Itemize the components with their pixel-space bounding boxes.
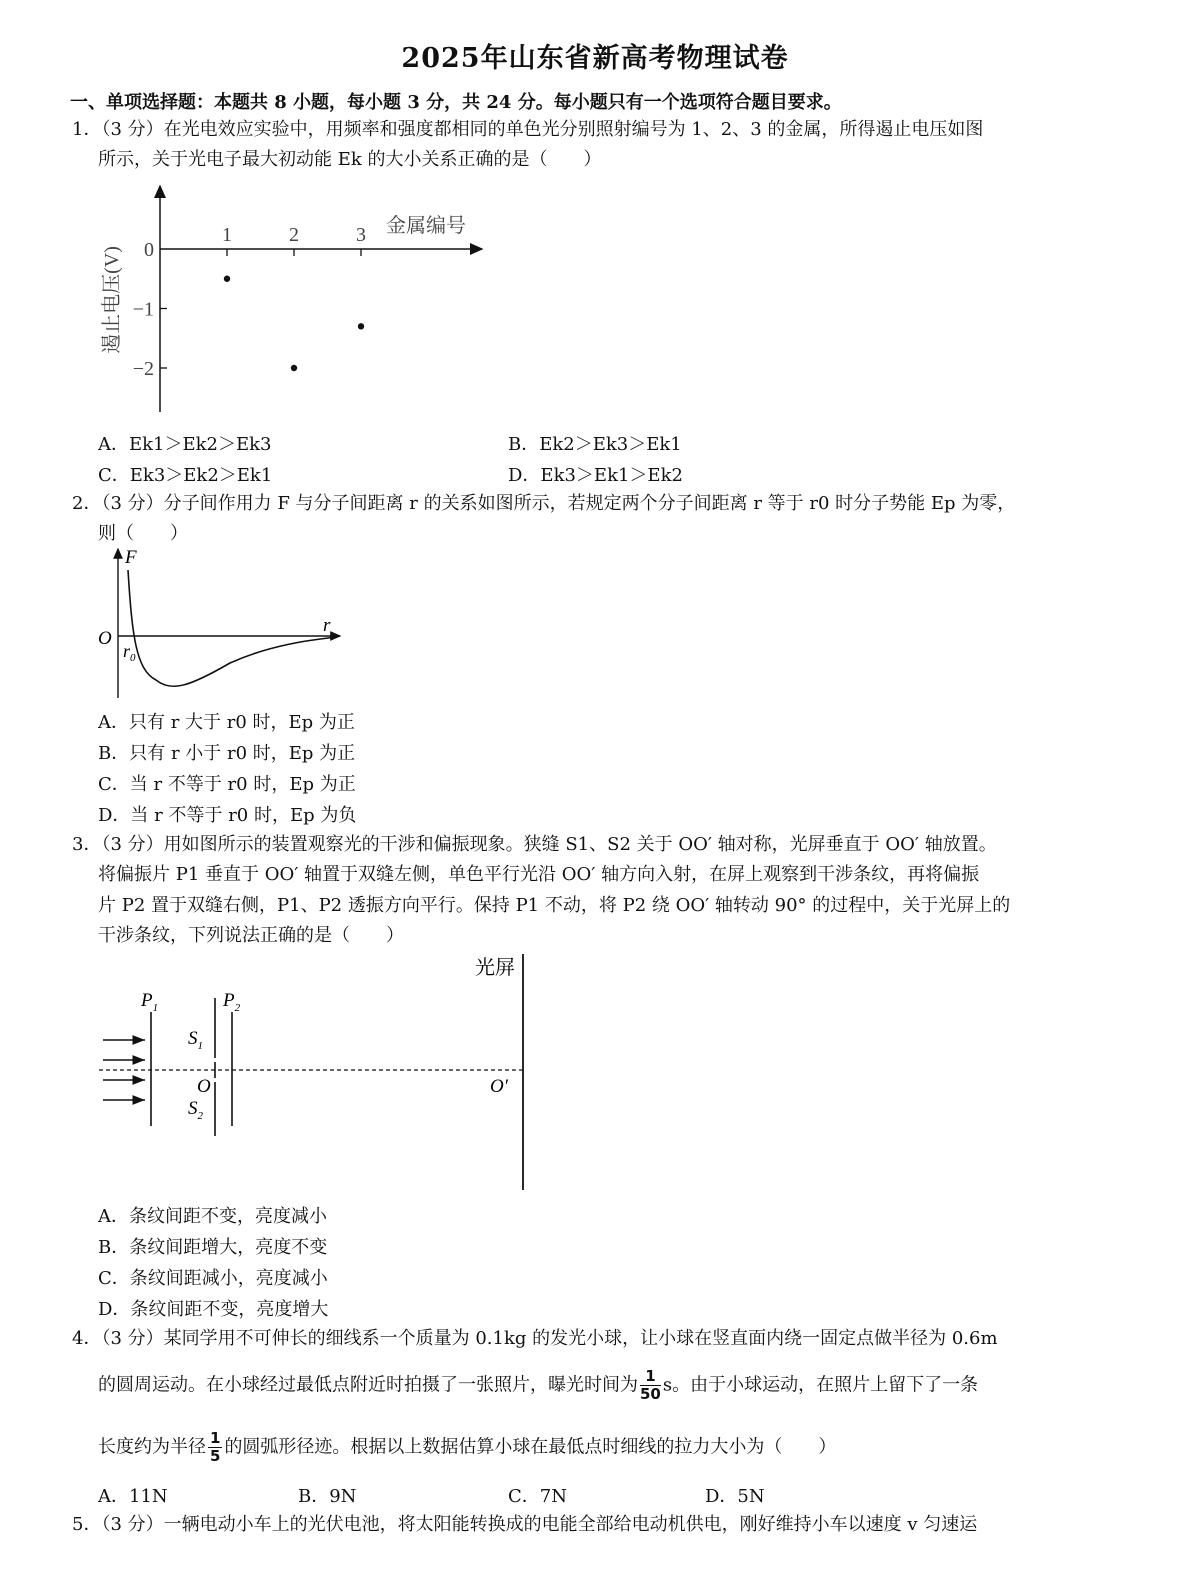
q4-option-b[interactable]: B．9N (298, 1486, 357, 1507)
data-point-metal-3 (358, 323, 364, 329)
q3-stem-line3: 片 P2 置于双缝右侧，P1、P2 透振方向平行。保持 P1 不动，将 P2 绕 OO′ 轴转动 90° 的过程中，关于光屏上的 (98, 895, 1011, 916)
q3-option-b[interactable]: B．条纹间距增大，亮度不变 (98, 1237, 328, 1258)
q3-option-a[interactable]: A．条纹间距不变，亮度减小 (98, 1206, 327, 1227)
p1-label: $P_1$ (141, 990, 159, 1014)
q2-stem-line1: 2．（3 分）分子间作用力 F 与分子间距离 r 的关系如图所示，若规定两个分子间距离 r 等于 r0 时分子势能 Ep 为零， (72, 493, 1016, 514)
q3-stem-line1: 3．（3 分）用如图所示的装置观察光的干涉和偏振现象。狭缝 S1、S2 关于 OO′ 轴对称，光屏垂直于 OO′ 轴放置。 (72, 834, 997, 855)
q2-stem-line2: 则（ ） (98, 523, 188, 544)
q2-force-distance-figure (90, 545, 350, 705)
q2-option-a[interactable]: A．只有 r 大于 r0 时，Ep 为正 (98, 712, 355, 733)
s1-label: $S_1$ (188, 1028, 203, 1052)
x-tick-label-2: 2 (289, 224, 299, 246)
r-label: r (323, 615, 331, 636)
y-tick-label-2: −2 (132, 358, 154, 380)
q1-stem-line1: 1．（3 分）在光电效应实验中，用频率和强度都相同的单色光分别照射编号为 1、2、3 的金属，所得遏止电压如图 (72, 119, 984, 140)
q1-option-a[interactable]: A．Ek1＞Ek2＞Ek3 (98, 434, 272, 455)
section-heading: 一、单项选择题：本题共 8 小题，每小题 3 分，共 24 分。每小题只有一个选项符合题目要求。 (70, 92, 842, 113)
q2-option-b[interactable]: B．只有 r 小于 r0 时，Ep 为正 (98, 743, 356, 764)
y-tick-label-1: −1 (132, 298, 154, 321)
y-tick-label-0: 0 (144, 239, 154, 261)
f-label: F (125, 547, 137, 568)
y-axis-label: 遏止电压(V) (101, 246, 123, 354)
q3-option-d[interactable]: D．条纹间距不变，亮度增大 (98, 1299, 329, 1320)
q2-option-c[interactable]: C．当 r 不等于 r0 时，Ep 为正 (98, 774, 356, 795)
p2-label: $P_2$ (223, 990, 241, 1014)
q1-stopping-voltage-chart (90, 180, 490, 420)
fraction-exposure-time: $\frac{1}{50}$ (640, 1367, 661, 1403)
origin-label: O (98, 628, 112, 649)
fraction-arc-length: $\frac{1}{5}$ (210, 1429, 221, 1465)
x-tick-label-3: 3 (356, 224, 366, 246)
screen-label: 光屏 (475, 957, 515, 979)
r0-label: $r_0$ (123, 641, 136, 664)
q1-option-d[interactable]: D．Ek3＞Ek1＞Ek2 (508, 465, 683, 486)
q5-stem-line1: 5．（3 分）一辆电动小车上的光伏电池，将太阳能转换成的电能全部给电动机供电，刚好维持小车以速度 v 匀速运 (72, 1514, 978, 1535)
o-label: O (197, 1076, 211, 1097)
q4-option-d[interactable]: D．5N (705, 1486, 765, 1507)
q3-stem-line4: 干涉条纹，下列说法正确的是（ ） (98, 925, 404, 946)
q1-option-b[interactable]: B．Ek2＞Ek3＞Ek1 (508, 434, 682, 455)
x-tick-label-1: 1 (222, 224, 232, 246)
q4-stem-line2: 的圆周运动。在小球经过最低点附近时拍摄了一张照片，曝光时间为 $\frac{1}{50}$ s。由于小球运动，在照片上留下了一条 (98, 1367, 979, 1403)
q1-option-c[interactable]: C．Ek3＞Ek2＞Ek1 (98, 465, 273, 486)
q3-interference-setup-figure (95, 950, 535, 1195)
page-title: 2025年山东省新高考物理试卷 (401, 43, 789, 74)
q2-option-d[interactable]: D．当 r 不等于 r0 时，Ep 为负 (98, 805, 357, 826)
q4-stem-line1: 4．（3 分）某同学用不可伸长的细线系一个质量为 0.1kg 的发光小球，让小球在竖直面内绕一固定点做半径为 0.6m (72, 1328, 998, 1349)
force-curve (128, 570, 336, 686)
q3-stem-line2: 将偏振片 P1 垂直于 OO′ 轴置于双缝左侧，单色平行光沿 OO′ 轴方向入射，在屏上观察到干涉条纹，再将偏振 (98, 864, 980, 885)
x-axis-label: 金属编号 (386, 215, 466, 237)
q4-option-a[interactable]: A．11N (98, 1486, 168, 1507)
o-prime-label: O′ (490, 1076, 508, 1097)
q3-option-c[interactable]: C．条纹间距减小，亮度减小 (98, 1268, 328, 1289)
q4-stem-line3: 长度约为半径 $\frac{1}{5}$ 的圆弧形径迹。根据以上数据估算小球在最低点时细线的拉力大小为（ ） (98, 1429, 837, 1465)
q4-option-c[interactable]: C．7N (508, 1486, 567, 1507)
data-point-metal-2 (291, 365, 297, 371)
s2-label: $S_2$ (188, 1098, 203, 1122)
q1-stem-line2: 所示，关于光电子最大初动能 Ek 的大小关系正确的是（ ） (98, 149, 602, 170)
data-point-metal-1 (224, 276, 230, 282)
